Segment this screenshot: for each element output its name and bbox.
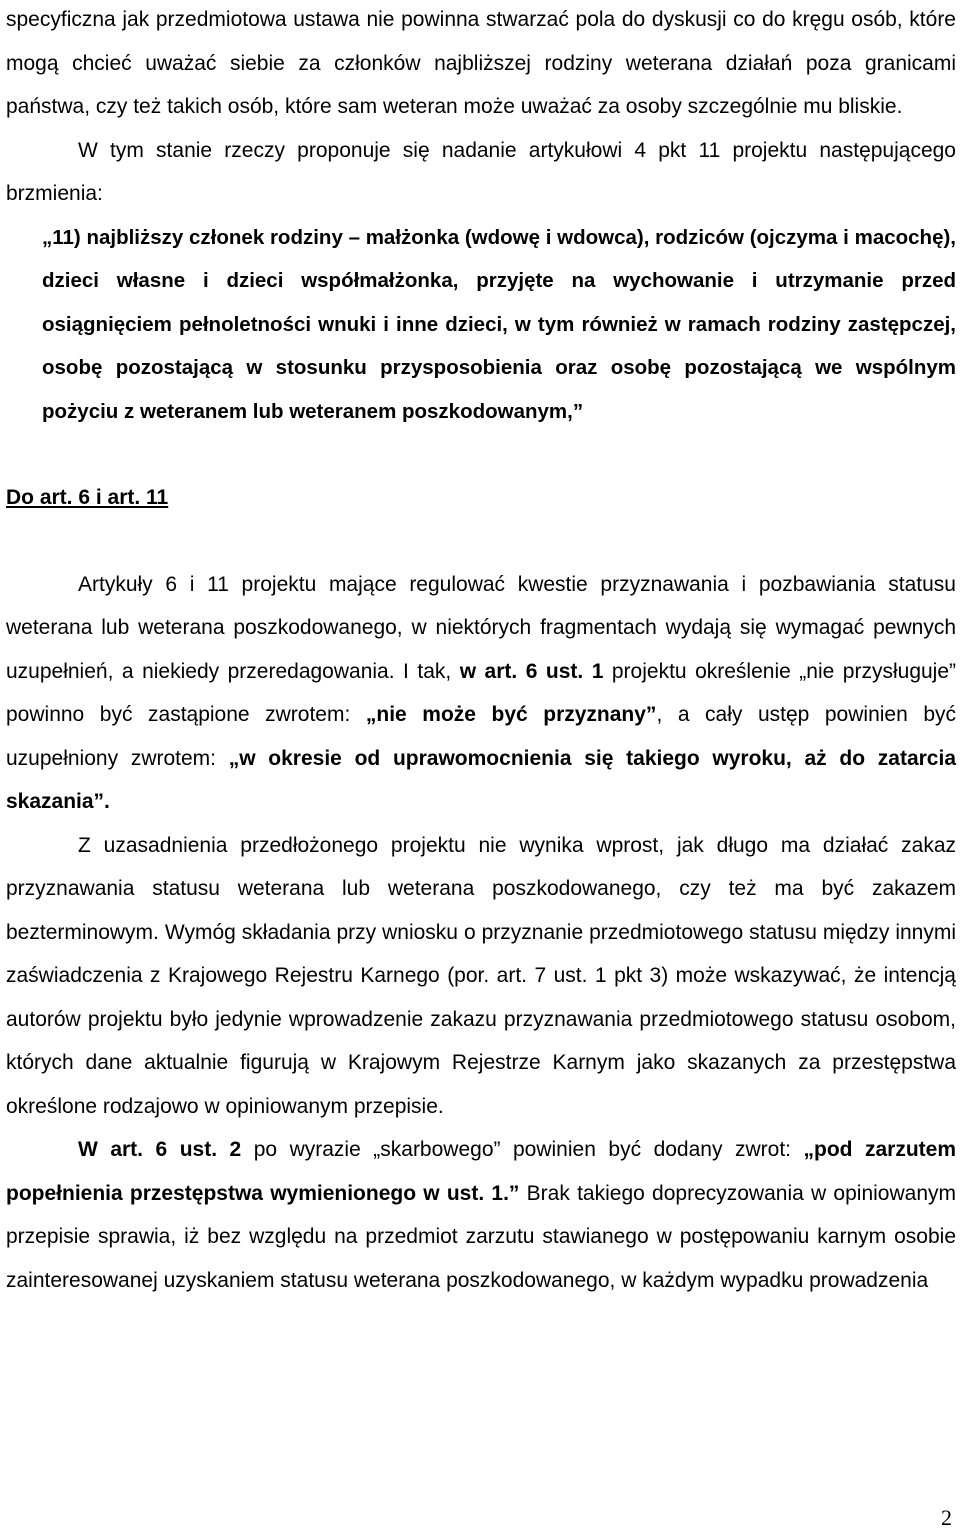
paragraph-justification: Z uzasadnienia przedłożonego projektu nie wynika wprost, jak długo ma działać zakaz przyznawania statusu weterana lub weterana poszkodowanego, czy też ma być zakazem bezterminowym. Wymóg składania przy wniosku o przyznanie przedmiotowego statusu między innymi zaświadczenia z Krajowego Rejestru Karnego (por. art. 7 ust. 1 pkt 3) może wskazywać, że intencją autorów projektu było jedynie wprowadzenie zakazu przyznawania przedmiotowego statusu osobom, których dane aktualnie figurują w Krajowym Rejestrze Karnym jako skazanych za przestępstwa określone rodzajowo w opiniowanym przepisie. <box>6 833 956 1118</box>
text-run: projektu określenie „nie przysługuje” powinno być zastąpione zwrotem: <box>6 659 957 726</box>
text-run: Artykuły 6 i 11 projektu mające regulować kwestie przyznawania i pozbawiania statusu weterana lub weterana poszkodowanego, w niektórych fragmentach wydają się wymagać pewnych uzupełnień, a niekiedy przeredagowania. I tak, <box>6 572 956 683</box>
bold-run: W art. 6 ust. 2 <box>78 1138 242 1161</box>
bold-run: „w okresie od uprawomocnienia się takiego wyroku, aż do zatarcia skazania”. <box>6 746 957 813</box>
paragraph-intro: specyficzna jak przedmiotowa ustawa nie powinna stwarzać pola do dyskusji co do kręgu osób, które mogą chcieć uważać siebie za członków najbliższej rodziny weterana działań poza granicami państwa, czy też takich osób, które sam weteran może uważać za osoby szczególnie mu bliskie. <box>6 8 956 118</box>
bold-run: „pod zarzutem popełnienia przestępstwa wymienionego w ust. 1.” <box>6 1138 957 1205</box>
text-run: Brak takiego doprecyzowania w opiniowanym przepisie sprawia, iż bez względu na przedmiot zarzutu stawianego w postępowaniu karnym osobie zainteresowanej uzyskaniem statusu weterana poszkodowanego, w każdym wypadku prowadzenia <box>6 1181 956 1292</box>
paragraph-art6 <box>6 563 956 824</box>
quoted-definition: „11) najbliższy członek rodziny – małżonka (wdowę i wdowca), rodziców (ojczyma i macochę), dzieci własne i dzieci współmałżonka, przyjęte na wychowanie i utrzymanie przed osiągnięciem pełnoletności wnuki i inne dzieci, w tym również w ramach rodziny zastępczej, osobę pozostającą w stosunku przysposobienia oraz osobę pozostającą we wspólnym pożyciu z weteranem lub weteranem poszkodowanym,” <box>42 225 956 423</box>
page-number: 2 <box>941 1505 952 1530</box>
section-heading: Do art. 6 i art. 11 <box>6 486 169 509</box>
spacer <box>6 520 956 563</box>
text-run: , a cały ustęp powinien być uzupełniony zwrotem: <box>6 703 956 770</box>
spacer <box>6 433 956 476</box>
paragraph-art6-ust2 <box>6 1128 956 1302</box>
paragraph-proposal: W tym stanie rzeczy proponuje się nadanie artykułowi 4 pkt 11 projektu następującego brzmienia: <box>6 138 956 205</box>
document-page <box>6 0 956 1302</box>
text-run: po wyrazie „skarbowego” powinien być dodany zwrot: <box>241 1138 804 1161</box>
bold-run: „nie może być przyznany” <box>365 703 657 726</box>
bold-run: w art. 6 ust. 1 <box>459 659 604 683</box>
